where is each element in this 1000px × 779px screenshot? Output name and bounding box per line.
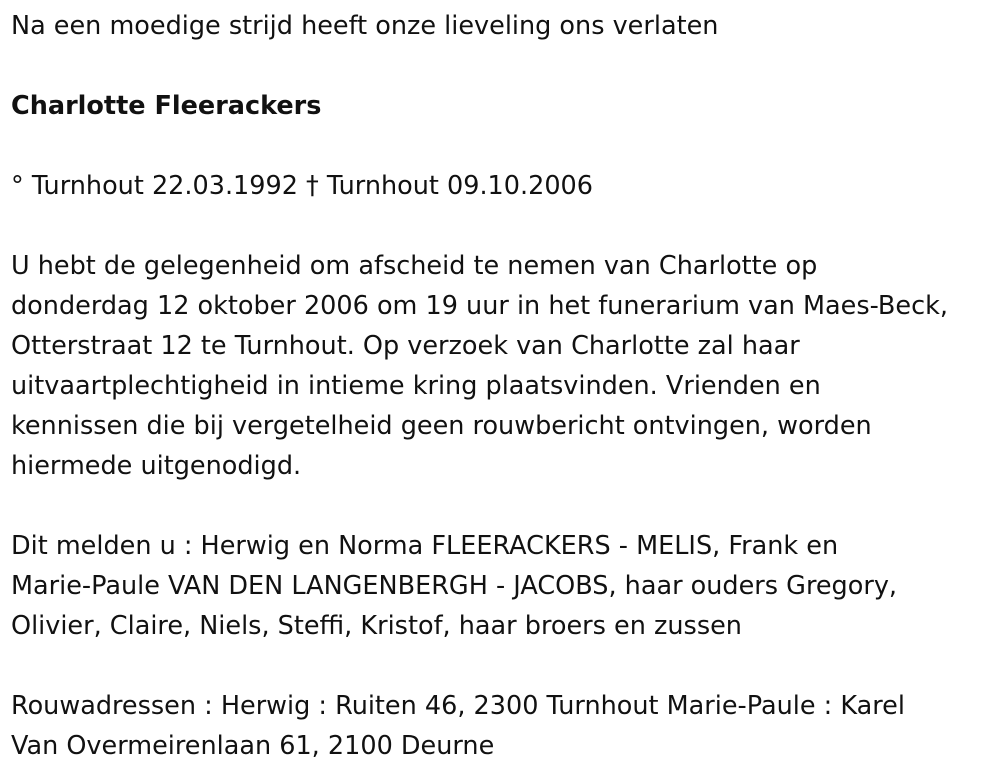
paragraph-line: Van Overmeirenlaan 61, 2100 Deurne <box>11 731 495 761</box>
deceased-name: Charlotte Fleerackers <box>11 91 322 121</box>
paragraph-line: Dit melden u : Herwig en Norma FLEERACKERS - MELIS, Frank en <box>11 531 839 561</box>
birth-death-dates: ° Turnhout 22.03.1992 † Turnhout 09.10.2006 <box>11 171 594 201</box>
spacer <box>11 486 991 526</box>
spacer <box>11 206 991 246</box>
paragraph-line: U hebt de gelegenheid om afscheid te nemen van Charlotte op <box>11 251 818 281</box>
family-paragraph <box>11 526 991 646</box>
intro-line: Na een moedige strijd heeft onze lieveling ons verlaten <box>11 11 719 41</box>
paragraph-line: donderdag 12 oktober 2006 om 19 uur in het funerarium van Maes-Beck, <box>11 291 949 321</box>
paragraph-line: Otterstraat 12 te Turnhout. Op verzoek van Charlotte zal haar <box>11 331 800 361</box>
paragraph-line: hiermede uitgenodigd. <box>11 451 302 481</box>
spacer <box>11 46 991 86</box>
paragraph-line: kennissen die bij vergetelheid geen rouwbericht ontvingen, worden <box>11 411 872 441</box>
spacer <box>11 126 991 166</box>
obituary-notice <box>11 6 991 766</box>
spacer <box>11 646 991 686</box>
paragraph-line: Marie-Paule VAN DEN LANGENBERGH - JACOBS, haar ouders Gregory, <box>11 571 898 601</box>
paragraph-line: Olivier, Claire, Niels, Steffi, Kristof, haar broers en zussen <box>11 611 742 641</box>
address-paragraph <box>11 686 991 766</box>
farewell-paragraph <box>11 246 991 486</box>
paragraph-line: uitvaartplechtigheid in intieme kring plaatsvinden. Vrienden en <box>11 371 821 401</box>
paragraph-line: Rouwadressen : Herwig : Ruiten 46, 2300 Turnhout Marie-Paule : Karel <box>11 691 905 721</box>
